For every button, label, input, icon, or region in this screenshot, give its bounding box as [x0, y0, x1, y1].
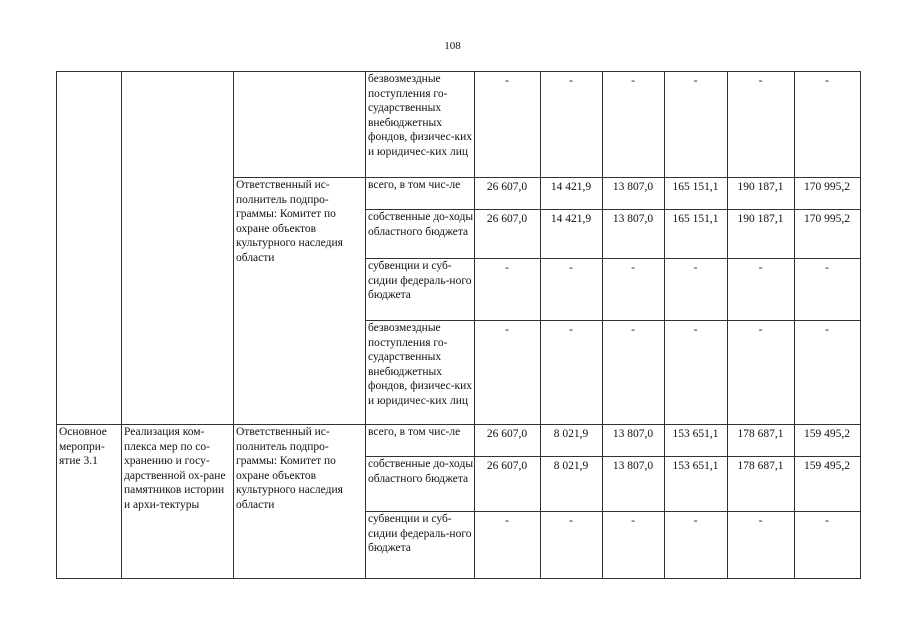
value-cell: 14 421,9: [540, 209, 603, 259]
value-cell: -: [794, 320, 861, 425]
source-cell: всего, в том чис-ле: [365, 424, 475, 457]
value-cell: 159 495,2: [794, 456, 861, 512]
value-cell: 153 651,1: [664, 456, 728, 512]
group-b-measure-cell: Основное меропри-ятие 3.1: [56, 424, 122, 579]
value-cell: -: [540, 71, 603, 178]
row1-executor-cell: [233, 71, 366, 178]
value-cell: 13 807,0: [602, 424, 665, 457]
value-cell: 8 021,9: [540, 456, 603, 512]
value-cell: 26 607,0: [474, 177, 541, 210]
value-cell: -: [540, 258, 603, 321]
value-cell: -: [727, 71, 795, 178]
group-a-executor-cell: Ответственный ис-полнитель подпро-граммы: Комитет по охране объектов культурного наследия области: [233, 177, 366, 425]
value-cell: -: [540, 320, 603, 425]
value-cell: 8 021,9: [540, 424, 603, 457]
value-cell: 190 187,1: [727, 177, 795, 210]
source-cell: собственные до-ходы областного бюджета: [365, 456, 475, 512]
value-cell: 14 421,9: [540, 177, 603, 210]
source-cell: субвенции и суб-сидии федераль-ного бюджета: [365, 258, 475, 321]
value-cell: -: [727, 258, 795, 321]
value-cell: 153 651,1: [664, 424, 728, 457]
value-cell: -: [727, 511, 795, 579]
value-cell: -: [474, 258, 541, 321]
value-cell: 170 995,2: [794, 209, 861, 259]
value-cell: 159 495,2: [794, 424, 861, 457]
value-cell: -: [474, 511, 541, 579]
value-cell: 165 151,1: [664, 177, 728, 210]
value-cell: -: [602, 258, 665, 321]
source-cell: субвенции и суб-сидии федераль-ного бюджета: [365, 511, 475, 579]
value-cell: 190 187,1: [727, 209, 795, 259]
value-cell: 13 807,0: [602, 177, 665, 210]
value-cell: 170 995,2: [794, 177, 861, 210]
value-cell: -: [664, 71, 728, 178]
value-cell: 26 607,0: [474, 424, 541, 457]
source-cell: всего, в том чис-ле: [365, 177, 475, 210]
value-cell: -: [664, 511, 728, 579]
source-cell: безвозмездные поступления го-сударственных внебюджетных фондов, физичес-ких и юридичес-ких лиц: [365, 320, 475, 425]
value-cell: -: [602, 71, 665, 178]
row1-measure-cell: [56, 71, 122, 425]
value-cell: -: [602, 320, 665, 425]
value-cell: -: [474, 320, 541, 425]
value-cell: -: [794, 71, 861, 178]
group-b-executor-cell: Ответственный ис-полнитель подпро-граммы: Комитет по охране объектов культурного наследия области: [233, 424, 366, 579]
value-cell: -: [602, 511, 665, 579]
page-number: 108: [444, 40, 461, 52]
value-cell: -: [794, 258, 861, 321]
value-cell: 13 807,0: [602, 209, 665, 259]
value-cell: -: [794, 511, 861, 579]
value-cell: 178 687,1: [727, 424, 795, 457]
value-cell: 26 607,0: [474, 209, 541, 259]
row1-name-cell: [121, 71, 234, 425]
value-cell: -: [727, 320, 795, 425]
value-cell: 26 607,0: [474, 456, 541, 512]
source-cell: безвозмездные поступления го-сударственных внебюджетных фондов, физичес-ких и юридичес-ких лиц: [365, 71, 475, 178]
value-cell: 165 151,1: [664, 209, 728, 259]
value-cell: -: [664, 320, 728, 425]
value-cell: 13 807,0: [602, 456, 665, 512]
group-b-name-cell: Реализация ком-плекса мер по со-хранению и госу-дарственной ох-ране памятников истории и архи-тектуры: [121, 424, 234, 579]
value-cell: -: [540, 511, 603, 579]
value-cell: -: [664, 258, 728, 321]
value-cell: 178 687,1: [727, 456, 795, 512]
value-cell: -: [474, 71, 541, 178]
source-cell: собственные до-ходы областного бюджета: [365, 209, 475, 259]
